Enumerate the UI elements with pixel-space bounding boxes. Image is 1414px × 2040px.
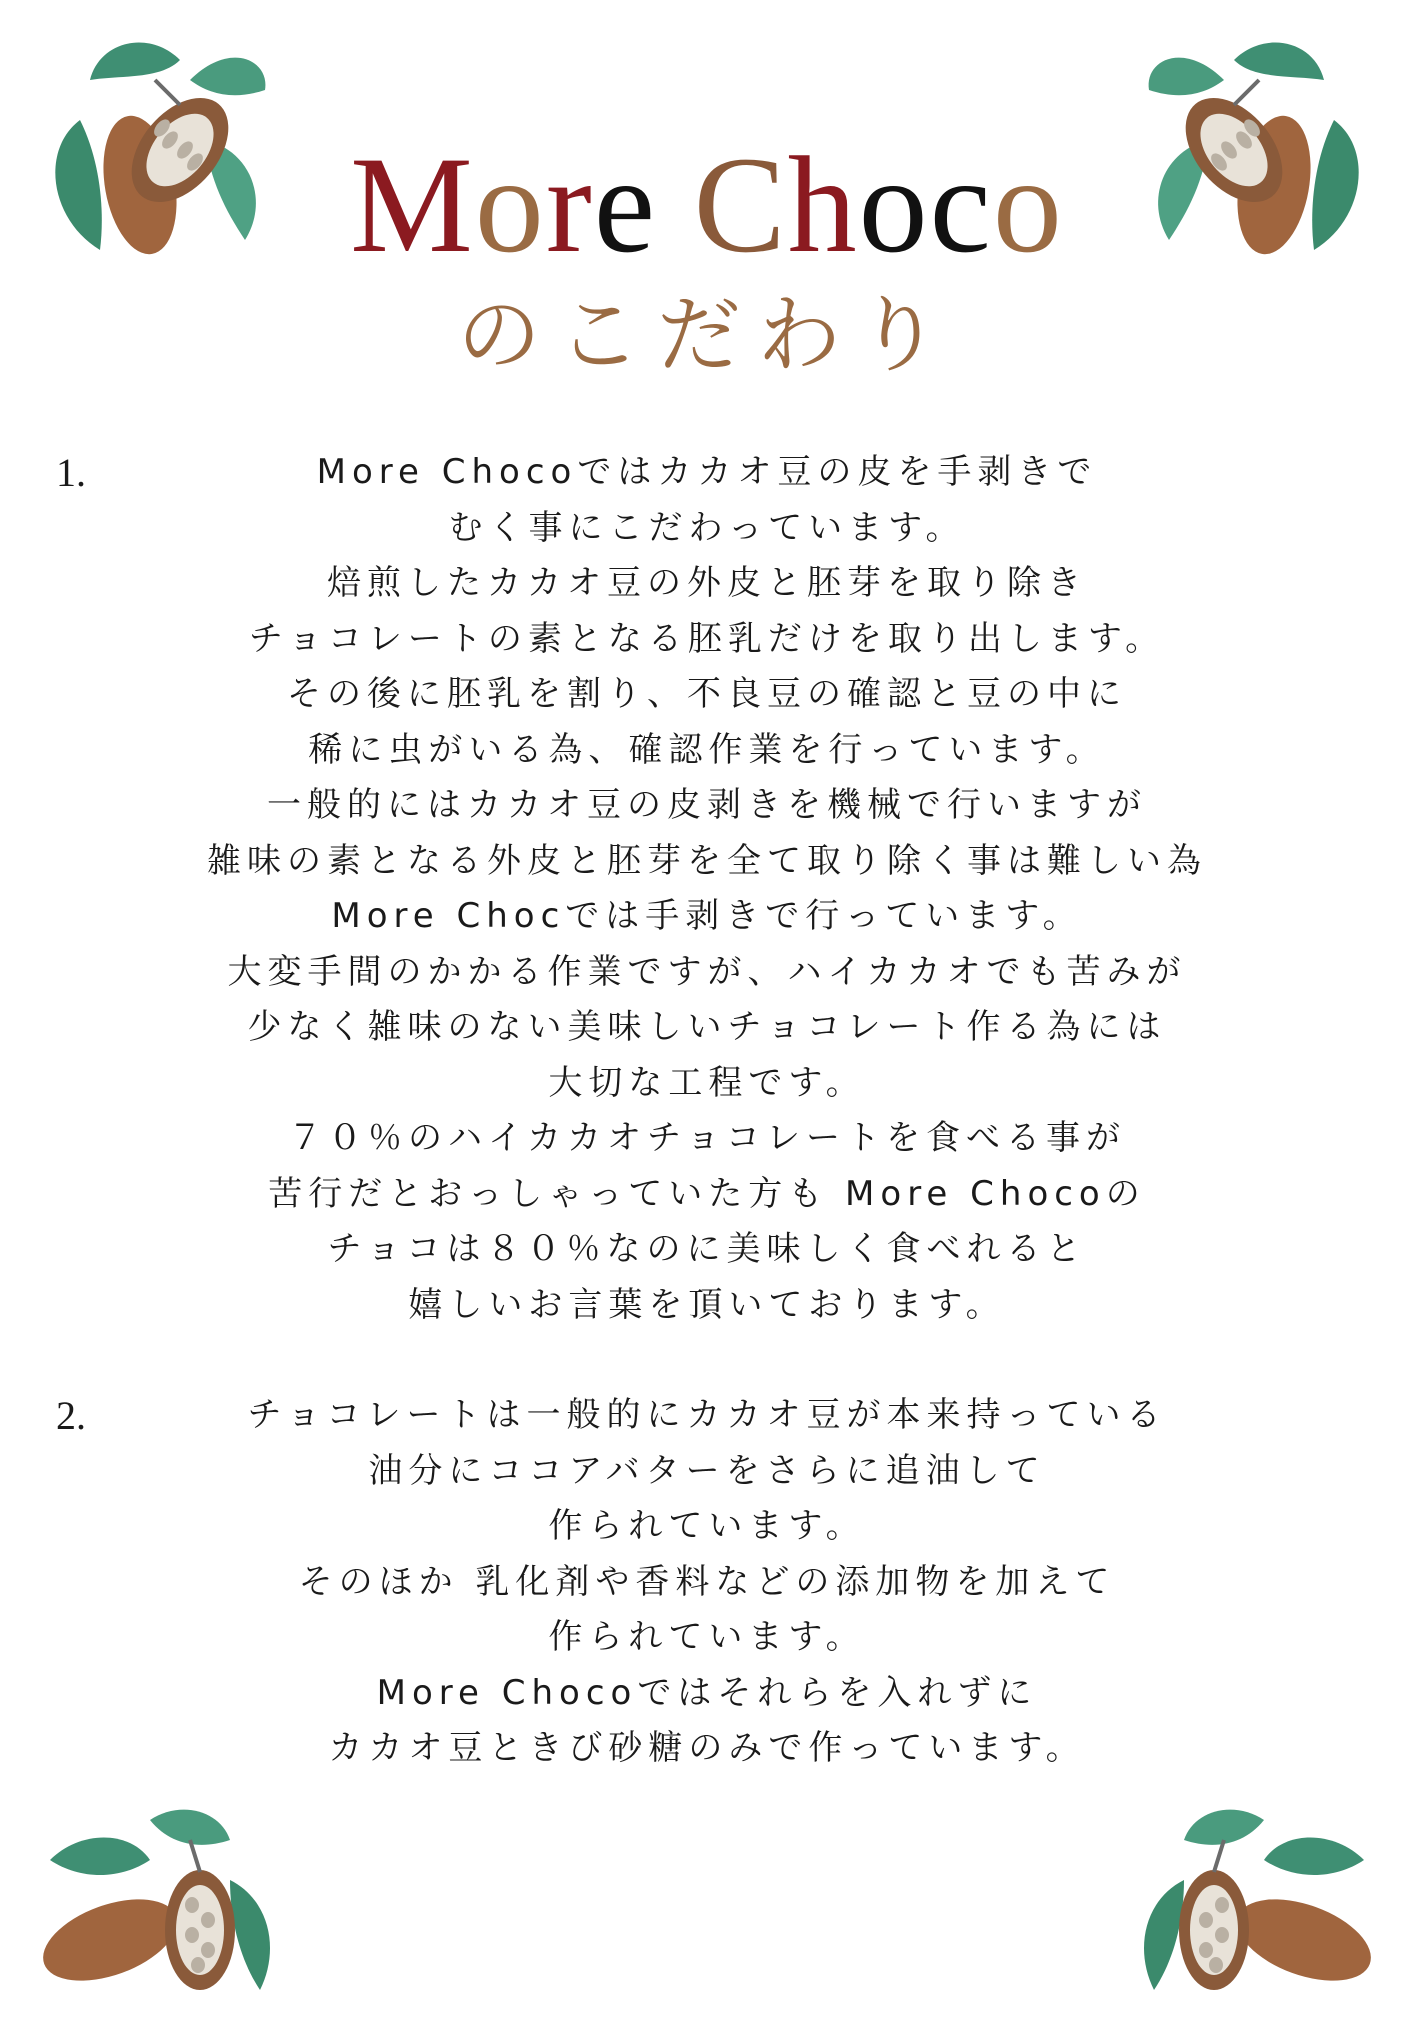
section-body xyxy=(0,445,1414,1333)
title-letter: r xyxy=(545,128,594,281)
brand-title xyxy=(0,130,1414,280)
body-line: カカオ豆ときび砂糖のみで作っています。 xyxy=(328,1728,1086,1768)
body-line: 一般的にはカカオ豆の皮剥きを機械で行いますが xyxy=(267,785,1147,825)
title-letter: M xyxy=(350,128,475,281)
body-line: More Chocoではそれらを入れずに xyxy=(376,1672,1038,1713)
body-line: 雑味の素となる外皮と胚芽を全て取り除く事は難しい為 xyxy=(207,840,1207,881)
body-line: 作られています。 xyxy=(548,1617,866,1657)
title-letter: h xyxy=(787,128,859,281)
body-line: 大切な工程です。 xyxy=(548,1062,866,1103)
body-line: More Chocoではカカオ豆の皮を手剥きで xyxy=(316,452,1098,492)
body-line: その後に胚乳を割り、不良豆の確認と豆の中に xyxy=(287,674,1127,714)
cacao-pod-illustration xyxy=(1124,1780,1384,2040)
title-letter: o xyxy=(992,128,1064,281)
body-line: そのほか 乳化剤や香料などの添加物を加えて xyxy=(298,1561,1116,1602)
section-number: 1. xyxy=(56,450,86,495)
title-letter: e xyxy=(593,128,658,281)
body-line: チョコは８０％なのに美味しく食べれると xyxy=(327,1229,1087,1269)
title-letter: o xyxy=(858,128,930,281)
body-line: むく事にこだわっています。 xyxy=(448,507,966,548)
body-line: 少なく雑味のない美味しいチョコレート作る為には xyxy=(247,1007,1167,1047)
body-line: チョコレートの素となる胚乳だけを取り出します。 xyxy=(248,618,1166,659)
body-line: 焙煎したカカオ豆の外皮と胚芽を取り除き xyxy=(327,563,1087,603)
section-body xyxy=(0,1388,1414,1777)
cacao-pod-illustration xyxy=(30,1780,290,2040)
title-letter: c xyxy=(929,128,993,281)
body-line: 嬉しいお言葉を頂いております。 xyxy=(408,1284,1006,1325)
body-line: ７０％のハイカカオチョコレートを食べる事が xyxy=(288,1118,1126,1158)
body-line: More Chocでは手剥きで行っています。 xyxy=(331,896,1083,936)
body-line: 大変手間のかかる作業ですが、ハイカカオでも苦みが xyxy=(227,951,1187,992)
section-number: 2. xyxy=(56,1393,86,1438)
body-line: 油分にココアバターをさらに追油して xyxy=(368,1450,1046,1491)
section-2 xyxy=(0,1388,1414,1777)
section-1 xyxy=(0,445,1414,1333)
body-line: 作られています。 xyxy=(548,1506,866,1546)
body-line: チョコレートは一般的にカカオ豆が本来持っている xyxy=(247,1395,1167,1435)
body-line: 稀に虫がいる為、確認作業を行っています。 xyxy=(308,729,1106,770)
title-letter: o xyxy=(474,128,546,281)
title-letter xyxy=(657,128,694,281)
title-letter: C xyxy=(693,128,788,281)
body-line: 苦行だとおっしゃっていた方も More Chocoの xyxy=(268,1173,1146,1214)
page-subtitle: のこだわり xyxy=(456,286,957,384)
